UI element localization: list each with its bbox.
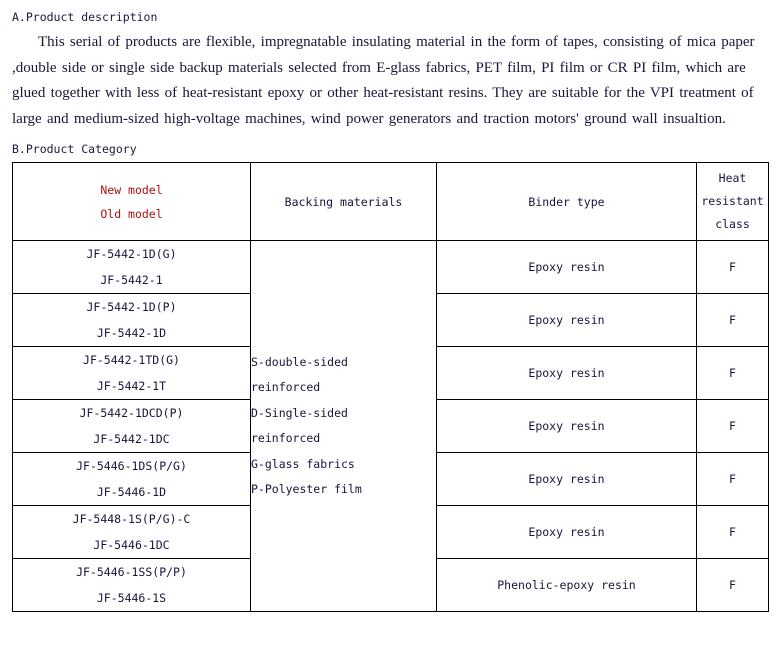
backing-line-4: reinforced	[251, 431, 321, 445]
product-description-paragraph: This serial of products are flexible, impregnatable insulating material in the form of tapes, consisting of mica paper ,double side or single side backup materials selected from E-glass fabrics, PET film, PI film or CR PI film, which are glued together with less of heat-resistant epoxy or other heat-resistant resins. They are suitable for the VPI treatment of large and medium-sized high-voltage machines, wind power generators and traction motors' ground wall insualtion.	[12, 34, 755, 127]
header-cell-heat-class	[697, 163, 769, 241]
header-new-model: New model	[100, 182, 163, 197]
cell-heat-class: F	[697, 453, 769, 506]
backing-line-1: S-double-sided	[251, 354, 348, 369]
model-new: JF-5442-1D(P)	[86, 300, 177, 314]
section-a-heading: A.Product description	[12, 10, 158, 24]
backing-line-5: G-glass fabrics	[251, 456, 355, 471]
header-cell-binder: Binder type	[437, 163, 697, 241]
model-old: JF-5442-1D	[96, 326, 167, 340]
header-heat-line3: class	[715, 217, 750, 231]
table-header-row	[13, 163, 769, 241]
cell-model	[13, 347, 251, 400]
model-old: JF-5446-1D	[96, 485, 167, 499]
product-category-table	[12, 162, 769, 612]
model-old: JF-5442-1T	[96, 379, 167, 393]
backing-line-2: reinforced	[251, 380, 321, 394]
cell-heat-class: F	[697, 400, 769, 453]
model-old: JF-5446-1DC	[93, 538, 170, 552]
cell-model	[13, 294, 251, 347]
cell-binder-type: Epoxy resin	[437, 453, 697, 506]
model-old: JF-5442-1	[100, 273, 163, 287]
cell-heat-class: F	[697, 347, 769, 400]
cell-model	[13, 559, 251, 612]
model-old: JF-5446-1S	[96, 591, 167, 605]
cell-backing-materials	[251, 241, 437, 612]
header-cell-backing: Backing materials	[251, 163, 437, 241]
model-new: JF-5442-1D(G)	[86, 247, 177, 261]
backing-line-3: D-Single-sided	[251, 405, 348, 420]
backing-line-6: P-Polyester film	[251, 482, 362, 496]
section-b-heading: B.Product Category	[12, 142, 137, 156]
model-new: JF-5448-1S(P/G)-C	[72, 512, 191, 526]
cell-model	[13, 506, 251, 559]
cell-model	[13, 453, 251, 506]
cell-binder-type: Epoxy resin	[437, 294, 697, 347]
header-heat-line2: resistant	[701, 194, 764, 208]
cell-model	[13, 241, 251, 294]
header-old-model: Old model	[100, 206, 163, 221]
cell-binder-type: Epoxy resin	[437, 506, 697, 559]
header-heat-line1: Heat	[718, 171, 747, 185]
table-body	[13, 241, 769, 612]
model-new: JF-5442-1DCD(P)	[79, 406, 184, 420]
cell-model	[13, 400, 251, 453]
cell-heat-class: F	[697, 559, 769, 612]
header-cell-model	[13, 163, 251, 241]
cell-heat-class: F	[697, 294, 769, 347]
cell-heat-class: F	[697, 506, 769, 559]
model-new: JF-5442-1TD(G)	[83, 353, 180, 367]
cell-binder-type: Epoxy resin	[437, 400, 697, 453]
cell-binder-type: Epoxy resin	[437, 241, 697, 294]
model-old: JF-5442-1DC	[93, 432, 170, 446]
model-new: JF-5446-1DS(P/G)	[76, 459, 187, 473]
model-new: JF-5446-1SS(P/P)	[76, 565, 187, 579]
cell-heat-class: F	[697, 241, 769, 294]
cell-binder-type: Phenolic-epoxy resin	[437, 559, 697, 612]
table-row	[13, 241, 769, 294]
cell-binder-type: Epoxy resin	[437, 347, 697, 400]
